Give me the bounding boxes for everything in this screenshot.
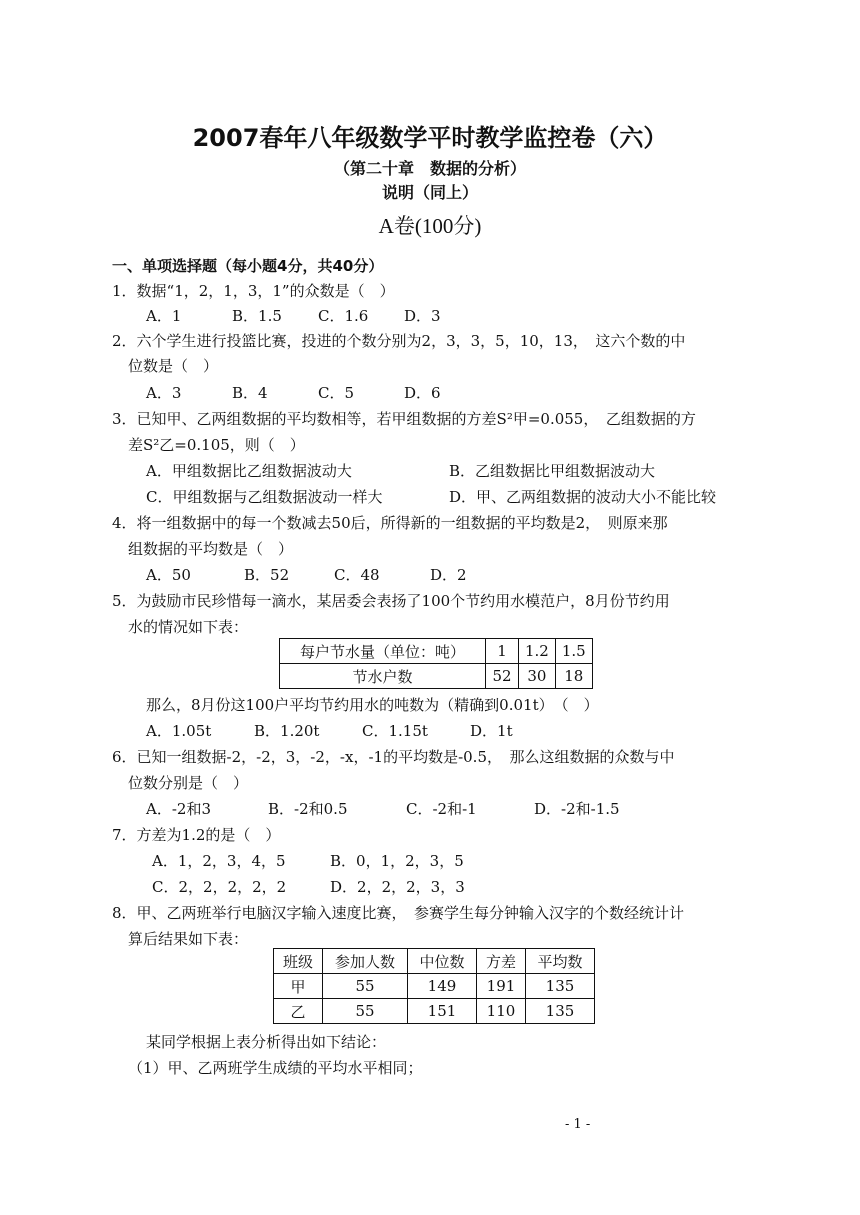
- question-6-stem-cont: 位数分别是（ ）: [128, 774, 249, 792]
- question-3-stem: 3．已知甲、乙两组数据的平均数相等，若甲组数据的方差S²甲=0.055， 乙组数据的方: [112, 410, 696, 428]
- question-8-conclusion-1: （1）甲、乙两班学生成绩的平均水平相同；: [128, 1059, 423, 1077]
- volume-heading: A卷(100分): [378, 214, 482, 238]
- option-d: D．2: [430, 566, 467, 584]
- table-cell: 55: [323, 974, 408, 999]
- option-c: C．1.6: [318, 307, 369, 325]
- table-cell: 参加人数: [323, 949, 408, 974]
- question-7-options-row2: [152, 876, 465, 897]
- chapter-subtitle: （第二十章 数据的分析）: [333, 159, 526, 178]
- table-cell: 1.5: [555, 639, 592, 664]
- question-4-stem: 4．将一组数据中的每一个数减去50后，所得新的一组数据的平均数是2， 则原来那: [112, 514, 668, 532]
- option-b: B．4: [232, 384, 268, 402]
- question-7-options-row1: [152, 850, 464, 871]
- option-d: D．-2和-1.5: [534, 800, 620, 818]
- option-a: A．3: [146, 384, 182, 402]
- question-1-stem: 1．数据“1，2，1，3，1”的众数是（ ）: [112, 282, 395, 300]
- table-cell: 151: [408, 999, 477, 1024]
- table-cell: 节水户数: [280, 664, 486, 689]
- option-d: D．1t: [470, 722, 513, 740]
- table-cell: 方差: [477, 949, 526, 974]
- table-cell: 平均数: [526, 949, 595, 974]
- option-b: B．-2和0.5: [268, 800, 348, 818]
- option-b: B．乙组数据比甲组数据波动大: [449, 462, 656, 480]
- table-cell: 135: [526, 974, 595, 999]
- question-2-stem-cont: 位数是（ ）: [128, 357, 219, 375]
- option-a: A．1: [146, 307, 182, 325]
- question-8-stem: 8．甲、乙两班举行电脑汉字输入速度比赛， 参赛学生每分钟输入汉字的个数经统计计: [112, 904, 685, 922]
- option-c: C．2，2，2，2，2: [152, 878, 287, 896]
- option-b: B．1.20t: [254, 722, 320, 740]
- table-row: [274, 949, 595, 974]
- section-heading: 一、单项选择题（每小题4分，共40分）: [112, 257, 384, 275]
- option-c: C．甲组数据与乙组数据波动一样大: [146, 488, 383, 506]
- option-d: D．6: [404, 384, 441, 402]
- question-3-options-row1: [146, 460, 655, 481]
- option-a: A．甲组数据比乙组数据波动大: [146, 462, 352, 480]
- table-cell: 110: [477, 999, 526, 1024]
- table-cell: 1: [486, 639, 519, 664]
- table-cell: 135: [526, 999, 595, 1024]
- question-2-stem: 2．六个学生进行投篮比赛，投进的个数分别为2，3，3，5，10，13， 这六个数的中: [112, 332, 686, 350]
- table-cell: 55: [323, 999, 408, 1024]
- page-title: 2007春年八年级数学平时教学监控卷（六）: [192, 124, 668, 152]
- question-5-stem: 5．为鼓励市民珍惜每一滴水，某居委会表扬了100个节约用水模范户，8月份节约用: [112, 592, 670, 610]
- question-6-stem: 6．已知一组数据-2，-2，3，-2，-x，-1的平均数是-0.5， 那么这组数据的众数与中: [112, 748, 675, 766]
- option-c: C．48: [334, 566, 380, 584]
- option-b: B．52: [244, 566, 290, 584]
- table-cell: 149: [408, 974, 477, 999]
- table-cell: 18: [555, 664, 592, 689]
- option-d: D．3: [404, 307, 441, 325]
- option-c: C．5: [318, 384, 355, 402]
- option-b: B．1.5: [232, 307, 282, 325]
- option-a: A．1，2，3，4，5: [152, 852, 286, 870]
- page-number: - 1 -: [565, 1117, 591, 1132]
- table-cell: 52: [486, 664, 519, 689]
- question-4-stem-cont: 组数据的平均数是（ ）: [128, 540, 294, 558]
- question-2-options: [146, 382, 441, 403]
- option-a: A．1.05t: [146, 722, 212, 740]
- table-cell: 中位数: [408, 949, 477, 974]
- table-row: [280, 639, 593, 664]
- question-8-stem-cont: 算后结果如下表：: [128, 930, 249, 948]
- question-4-options: [146, 564, 467, 585]
- question-6-options: [146, 798, 620, 819]
- option-a: A．-2和3: [146, 800, 211, 818]
- water-saving-table: [279, 638, 593, 689]
- option-d: D．甲、乙两组数据的波动大小不能比较: [449, 488, 717, 506]
- table-cell: 乙: [274, 999, 323, 1024]
- table-row: [274, 999, 595, 1024]
- option-c: C．1.15t: [362, 722, 428, 740]
- question-3-stem-cont: 差S²乙=0.105，则（ ）: [128, 436, 305, 454]
- table-cell: 1.2: [519, 639, 556, 664]
- table-cell: 班级: [274, 949, 323, 974]
- question-5-options: [146, 720, 513, 741]
- question-7-stem: 7．方差为1.2的是（ ）: [112, 826, 281, 844]
- option-d: D．2，2，2，3，3: [330, 878, 465, 896]
- table-cell: 甲: [274, 974, 323, 999]
- option-b: B．0，1，2，3，5: [330, 852, 464, 870]
- table-row: [280, 664, 593, 689]
- question-5-followup: 那么，8月份这100户平均节约用水的吨数为（精确到0.01t） （ ）: [146, 696, 599, 714]
- table-cell: 30: [519, 664, 556, 689]
- question-3-options-row2: [146, 486, 716, 507]
- table-cell: 每户节水量（单位：吨）: [280, 639, 486, 664]
- option-c: C．-2和-1: [406, 800, 477, 818]
- question-1-options: [146, 305, 441, 326]
- question-8-followup: 某同学根据上表分析得出如下结论：: [146, 1033, 387, 1051]
- instructions-note: 说明（同上）: [381, 183, 478, 202]
- table-row: [274, 974, 595, 999]
- option-a: A．50: [146, 566, 191, 584]
- table-cell: 191: [477, 974, 526, 999]
- typing-speed-table: [273, 948, 595, 1024]
- question-5-stem-cont: 水的情况如下表：: [128, 618, 249, 636]
